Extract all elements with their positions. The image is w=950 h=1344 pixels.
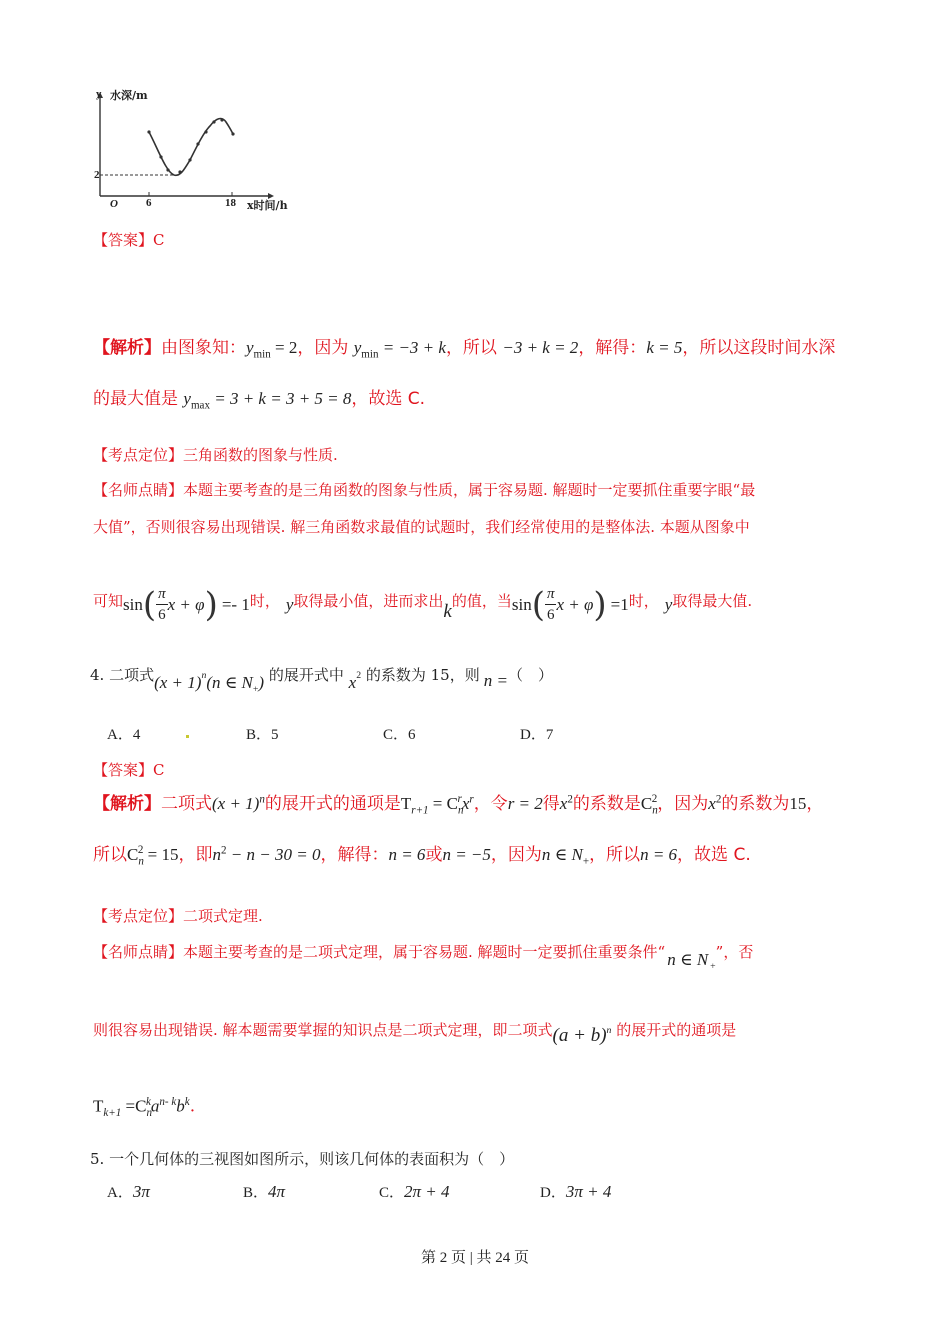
q4-option-b[interactable]: B．5 bbox=[246, 727, 279, 743]
q3-answer bbox=[93, 229, 165, 250]
q4-comment-line1: 【名师点睛】本题主要考查的是二项式定理，属于容易题. 解题时一定要抓住重要条件“ n ∈ N $_+$”，否 bbox=[93, 943, 754, 972]
q4-answer bbox=[93, 759, 165, 780]
q5-stem: 5. 一个几何体的三视图如图所示，则该几何体的表面积为（ ） bbox=[90, 1150, 515, 1168]
sine-curve-figure bbox=[88, 84, 308, 214]
q4-analysis-line2: 所以$C_n^2 = 15$，即$n^2 - n - 30 = 0$，解得：n = 6或n = −5，因为n ∈ $N_+$，所以n = 6，故选 C. bbox=[93, 844, 751, 868]
q3-comment-line3: 可知 sin ( $\frac{\pi}{6}$ x + φ ) =- 1 时， y 取得最小值，进而求出 k 的值，当 sin ( $\frac{\pi}{6}$ x + φ ) =1 时， y 取得最大值. bbox=[93, 584, 753, 625]
q3-analysis-line1: 【解析】由图象知：$y_{min} = 2$，因为 $y_{min} = -3 + k$，所以 −3 + k = 2，解得：k = 5，所以这段时间水深 bbox=[93, 338, 836, 361]
q4-comment-line3: $T_{k+1} =C_n^ka^{n- k}b^k$. bbox=[93, 1096, 196, 1120]
answer-value: C bbox=[153, 761, 165, 779]
y-axis-unit-label: 水深/m bbox=[110, 89, 148, 102]
q4-stem: 4. 二项式$(x + 1)^n(n$ ∈ $N_+$) 的展开式中 $x^2$ 的系数为 15，则 n =（ ） bbox=[90, 666, 553, 695]
x-tick-18: 18 bbox=[225, 197, 236, 209]
topic-label: 【考点定位】 bbox=[93, 907, 184, 925]
q5-option-d[interactable]: D．3π + 4 bbox=[540, 1182, 612, 1201]
q3-comment-line2: 大值”，否则很容易出现错误. 解三角函数求最值的试题时，我们经常使用的是整体法. 本题从图象中 bbox=[93, 518, 750, 536]
origin-label: O bbox=[110, 198, 118, 210]
topic-label: 【考点定位】 bbox=[93, 446, 184, 464]
water-depth-graph bbox=[88, 84, 308, 214]
answer-value: C bbox=[153, 231, 165, 249]
analysis-label: 【解析】 bbox=[93, 794, 161, 814]
q5-option-a[interactable]: A．3π bbox=[107, 1182, 150, 1201]
x-tick-6: 6 bbox=[146, 197, 152, 209]
q4-comment-line2: 则很容易出现错误. 解本题需要掌握的知识点是二项式定理，即二项式$(a + b)^n$ 的展开式的通项是 bbox=[93, 1021, 737, 1046]
q4-option-c[interactable]: C．6 bbox=[383, 727, 416, 743]
stray-dot bbox=[186, 735, 189, 738]
analysis-label: 【解析】 bbox=[93, 338, 161, 358]
page-footer: 第 2 页 | 共 24 页 bbox=[420, 1250, 529, 1266]
q4-topic: 【考点定位】二项式定理. bbox=[93, 907, 263, 925]
q4-analysis-line1: 【解析】二项式$(x + 1)^n$的展开式的通项是$T_{r+1} = C_n^rx^r$，令r = 2得$x^2$的系数是$C_n^2$，因为$x^2$的系数为15， bbox=[93, 793, 824, 817]
answer-label: 【答案】 bbox=[93, 231, 154, 249]
q5-option-c[interactable]: C．2π + 4 bbox=[379, 1182, 450, 1201]
comment-label: 【名师点睛】 bbox=[93, 943, 184, 961]
q3-analysis-line2: 的最大值是 $y_{max} = 3 + k = 3 + 5 = 8$，故选 C. bbox=[93, 389, 426, 412]
answer-label: 【答案】 bbox=[93, 761, 154, 779]
q4-option-a[interactable]: A．4 bbox=[107, 727, 141, 743]
x-axis-label: x时间/h bbox=[247, 199, 288, 212]
y-tick-2: 2 bbox=[94, 169, 100, 181]
q3-topic: 【考点定位】三角函数的图象与性质. bbox=[93, 446, 338, 464]
q3-comment-line1: 【名师点睛】本题主要考查的是三角函数的图象与性质，属于容易题. 解题时一定要抓住重要字眼“最 bbox=[93, 481, 756, 499]
y-axis-label: y bbox=[96, 88, 102, 100]
comment-label: 【名师点睛】 bbox=[93, 481, 184, 499]
q5-option-b[interactable]: B．4π bbox=[243, 1182, 286, 1201]
q4-option-d[interactable]: D．7 bbox=[520, 727, 554, 743]
